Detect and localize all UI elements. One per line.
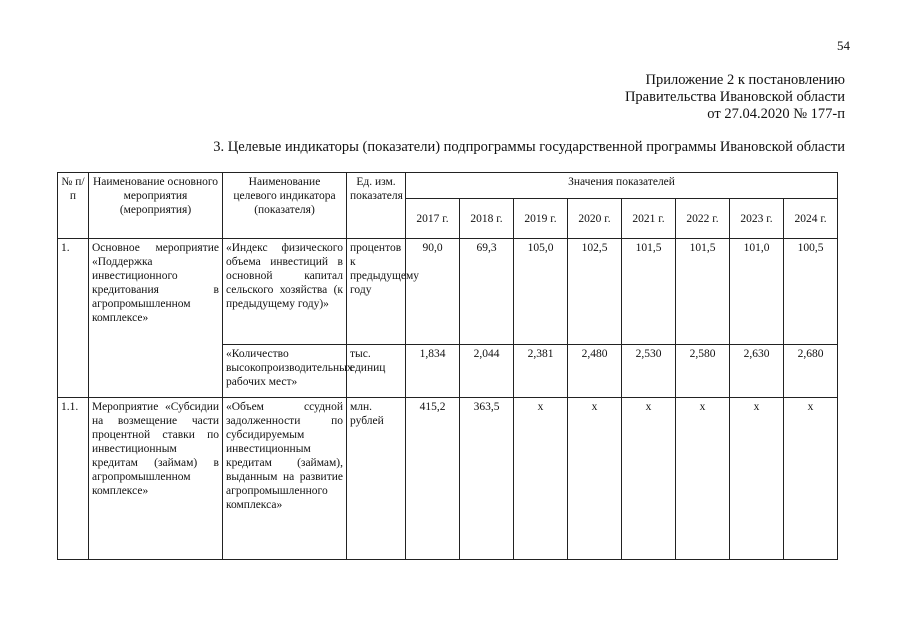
header-year: 2024 г. xyxy=(784,199,838,239)
indicator-name: «Объем ссудной задолженности по субсидируемым инвестиционным кредитам (займам), выданным на развитие агропромышленного комплекса» xyxy=(223,398,347,560)
indicator-name: «Индекс физического объема инвестиций в основной капитал сельского хозяйства (к предыдущему году)» xyxy=(223,239,347,345)
table-row xyxy=(58,239,838,345)
header-year: 2018 г. xyxy=(460,199,514,239)
unit: млн. рублей xyxy=(347,398,406,560)
event-name: Мероприятие «Субсидии на возмещение части процентной ставки по инвестиционным кредитам (займам) в агропромышленном комплексе» xyxy=(89,398,223,560)
value-cell: 100,5 xyxy=(784,239,838,345)
header-year: 2017 г. xyxy=(406,199,460,239)
value-cell: 101,5 xyxy=(676,239,730,345)
table-row xyxy=(58,398,838,560)
header-year: 2022 г. xyxy=(676,199,730,239)
value-cell: 2,680 xyxy=(784,345,838,398)
header-year: 2021 г. xyxy=(622,199,676,239)
value-cell: 2,530 xyxy=(622,345,676,398)
indicator-name: «Количество высокопроизводительных рабочих мест» xyxy=(223,345,347,398)
row-number: 1.1. xyxy=(58,398,89,560)
header-unit: Ед. изм. показателя xyxy=(347,173,406,239)
appendix-line-3: от 27.04.2020 № 177-п xyxy=(707,106,845,122)
document-title: 3. Целевые индикаторы (показатели) подпрограммы государственной программы Ивановской области xyxy=(213,139,845,155)
value-cell: х xyxy=(730,398,784,560)
appendix-line-1: Приложение 2 к постановлению xyxy=(645,72,845,88)
value-cell: 2,580 xyxy=(676,345,730,398)
event-name: Основное мероприятие «Поддержка инвестиционного кредитования в агропромышленном комплексе» xyxy=(89,239,223,398)
value-cell: 105,0 xyxy=(514,239,568,345)
value-cell: 415,2 xyxy=(406,398,460,560)
row-number: 1. xyxy=(58,239,89,398)
header-year: 2023 г. xyxy=(730,199,784,239)
appendix-header xyxy=(625,72,845,123)
value-cell: 2,480 xyxy=(568,345,622,398)
value-cell: 363,5 xyxy=(460,398,514,560)
indicators-table xyxy=(57,172,838,560)
appendix-line-2: Правительства Ивановской области xyxy=(624,89,845,105)
value-cell: 90,0 xyxy=(406,239,460,345)
page-number: 54 xyxy=(837,38,850,53)
header-indicator: Наименование целевого индикатора (показателя) xyxy=(223,173,347,239)
value-cell: х xyxy=(568,398,622,560)
header-num: № п/п xyxy=(58,173,89,239)
value-cell: х xyxy=(622,398,676,560)
unit: процентов к предыдущему году xyxy=(347,239,406,345)
value-cell: х xyxy=(676,398,730,560)
value-cell: 101,0 xyxy=(730,239,784,345)
value-cell: 1,834 xyxy=(406,345,460,398)
value-cell: 2,381 xyxy=(514,345,568,398)
header-values: Значения показателей xyxy=(406,173,838,199)
header-event: Наименование основного мероприятия (мероприятия) xyxy=(89,173,223,239)
value-cell: 2,044 xyxy=(460,345,514,398)
value-cell: 69,3 xyxy=(460,239,514,345)
value-cell: 2,630 xyxy=(730,345,784,398)
value-cell: 102,5 xyxy=(568,239,622,345)
header-year: 2020 г. xyxy=(568,199,622,239)
value-cell: х xyxy=(784,398,838,560)
header-year: 2019 г. xyxy=(514,199,568,239)
value-cell: 101,5 xyxy=(622,239,676,345)
unit: тыс. единиц xyxy=(347,345,406,398)
value-cell: х xyxy=(514,398,568,560)
